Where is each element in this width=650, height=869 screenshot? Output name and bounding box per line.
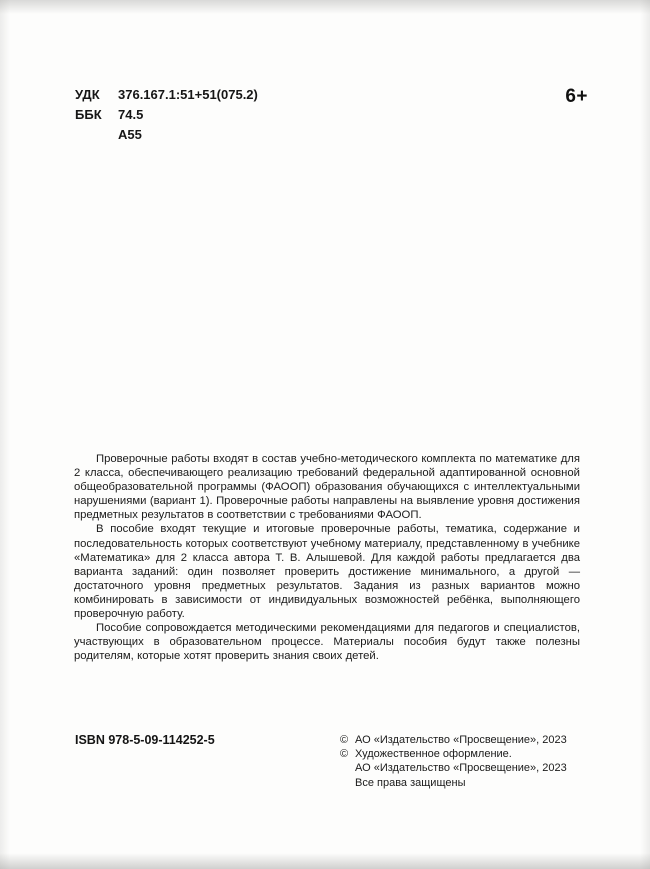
udk-value: 376.167.1:51+51(075.2) [118, 87, 258, 102]
bibliographic-codes [75, 85, 258, 145]
page-edge-shadow-bottom [0, 853, 650, 869]
annotation-paragraph: Пособие сопровождается методическими рекомендациями для педагогов и специалистов, участвующих в образовательном процессе. Материалы пособия будут также полезны родителям, которые хотят проверить знания своих детей. [74, 622, 580, 663]
copyright-text: Художественное оформление. [355, 748, 512, 761]
copyright-line [340, 776, 588, 790]
copyright-line [340, 747, 588, 761]
copyright-symbol: © [340, 734, 349, 746]
copyright-text: АО «Издательство «Просвещение», 2023 [355, 762, 567, 775]
page-edge-shadow-left [0, 0, 10, 869]
bbk-value: 74.5 [118, 107, 144, 122]
copyright-symbol [340, 761, 355, 775]
annotation-paragraph: В пособие входят текущие и итоговые проверочные работы, тематика, содержание и последовательность которых соответствуют учебному материалу, представленному в учебнике «Математика» для 2 класса автора Т. В. Алышевой. Для каждой работы предлагается два варианта заданий: один позволяет проверить достижение минимального, а другой — достаточного уровня предметных результатов. Задания из разных вариантов можно комбинировать в зависимости от индивидуальных возможностей ребёнка, выполняющего проверочную работу. [74, 523, 580, 621]
bbk-line [75, 105, 258, 125]
annotation-paragraph: Проверочные работы входят в состав учебно-методического комплекта по математике для 2 класса, обеспечивающего реализацию требований федеральной адаптированной основной общеобразовательной программы (ФАООП) образования обучающихся с интеллектуальными нарушениями (вариант 1). Проверочные работы направлены на выявление уровня достижения предметных результатов в соответствии с требованиями ФАООП. [74, 453, 580, 522]
copyright-block [340, 733, 588, 790]
copyright-text: АО «Издательство «Просвещение», 2023 [355, 734, 567, 746]
age-rating-badge: 6+ [565, 86, 588, 107]
udk-line [75, 85, 258, 105]
author-sign: А55 [118, 127, 142, 142]
isbn-number: ISBN 978-5-09-114252-5 [75, 733, 215, 747]
copyright-symbol [340, 776, 355, 790]
copyright-symbol: © [340, 748, 349, 761]
copyright-line [340, 733, 588, 747]
copyright-text: Все права защищены [355, 776, 466, 789]
bbk-label: ББК [75, 107, 102, 122]
page-edge-shadow-top [0, 0, 650, 14]
udk-label: УДК [75, 87, 100, 102]
page-edge-shadow-right [640, 0, 650, 869]
annotation-block [74, 452, 580, 663]
imprint-footer [75, 733, 588, 790]
copyright-line [340, 761, 588, 775]
